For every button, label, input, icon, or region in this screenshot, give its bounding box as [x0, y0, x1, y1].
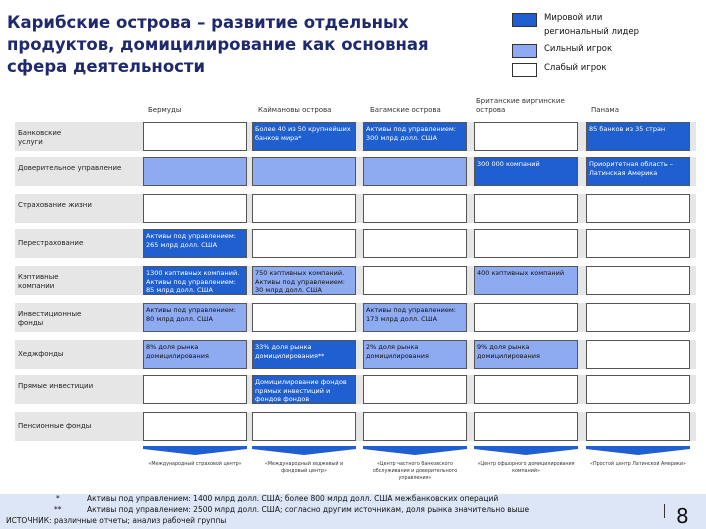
row-label-banking: Банковские услуги — [18, 129, 62, 146]
row-label-captives: Кэптивные компании — [18, 273, 59, 290]
arrow-label-cayman: «Международный хеджевый и фондовый центр» — [264, 462, 344, 474]
arrow-label-bermuda: «Международный страховой центр» — [148, 462, 242, 467]
cell-banking-bahamas: Активы под управлением: 300 млрд долл. США — [363, 122, 467, 151]
cell-investment-funds-bahamas: Активы под управлением: 173 млрд долл. США — [363, 303, 467, 332]
cell-banking-bermuda — [143, 122, 247, 151]
legend-swatch-leader — [512, 13, 537, 27]
legend-label-leader: Мировой или региональный лидер — [544, 13, 639, 37]
column-header-bvi: Британские виргинские острова — [476, 97, 565, 114]
cell-private-equity-panama — [586, 375, 690, 404]
cell-pension-funds-bahamas — [363, 412, 467, 441]
cell-hedge-funds-cayman: 33% доля рынка домицилирования** — [252, 340, 356, 369]
cell-investment-funds-cayman — [252, 303, 356, 332]
footnote-1-marker: * — [56, 494, 60, 503]
cell-reinsurance-cayman — [252, 229, 356, 258]
row-label-private-equity: Прямые инвестиции — [18, 382, 94, 390]
cell-trust-bahamas — [363, 157, 467, 186]
cell-banking-panama: 85 банков из 35 стран — [586, 122, 690, 151]
cell-trust-bermuda — [143, 157, 247, 186]
cell-pension-funds-cayman — [252, 412, 356, 441]
cell-reinsurance-bermuda: Активы под управлением: 265 млрд долл. США — [143, 229, 247, 258]
page-title: Карибские острова – развитие отдельных продуктов, домицилирование как основная сфера деятельности — [7, 13, 429, 76]
arrow-label-bahamas: «Центр частного банковского обслуживания и доверительного управления» — [372, 462, 458, 481]
column-header-panama: Панама — [591, 106, 619, 114]
row-label-trust: Доверительное управление — [18, 164, 122, 172]
column-header-bermuda: Бермуды — [148, 106, 182, 114]
row-label-reinsurance: Перестрахование — [18, 239, 84, 247]
cell-life-insurance-bermuda — [143, 194, 247, 223]
cell-investment-funds-bermuda: Активы под управлением: 80 млрд долл. США — [143, 303, 247, 332]
column-header-bahamas: Багамские острова — [370, 106, 441, 114]
arrow-label-bvi: «Центр офшорного домицилирования компаний» — [477, 462, 575, 474]
cell-trust-cayman — [252, 157, 356, 186]
legend-swatch-strong — [512, 44, 537, 58]
cell-reinsurance-bvi — [474, 229, 578, 258]
arrow-panama — [586, 446, 690, 455]
cell-hedge-funds-bvi: 9% доля рынка домицилирования — [474, 340, 578, 369]
cell-private-equity-bvi — [474, 375, 578, 404]
arrow-bvi — [474, 446, 578, 455]
arrow-label-panama: «Простой центр Латинской Америки» — [590, 462, 686, 467]
arrow-bahamas — [363, 446, 467, 455]
cell-captives-bahamas — [363, 266, 467, 295]
source-note: ИСТОЧНИК: различные отчеты; анализ рабочей группы — [6, 516, 227, 525]
cell-pension-funds-bvi — [474, 412, 578, 441]
cell-life-insurance-bahamas — [363, 194, 467, 223]
footnote-1-text: Активы под управлением: 1400 млрд долл. США; более 800 млрд долл. США межбанковских операций — [87, 494, 499, 503]
cell-private-equity-cayman: Домицилирование фондов прямых инвестиций и фондов фондов — [252, 375, 356, 404]
arrow-cayman — [252, 446, 356, 455]
footnote-2-marker: ** — [54, 505, 62, 514]
cell-life-insurance-bvi — [474, 194, 578, 223]
cell-life-insurance-cayman — [252, 194, 356, 223]
cell-hedge-funds-panama — [586, 340, 690, 369]
cell-private-equity-bahamas — [363, 375, 467, 404]
row-label-life-insurance: Страхование жизни — [18, 201, 92, 209]
footnote-2-text: Активы под управлением: 2500 млрд долл. США; согласно другим источникам, доля рынка значительно выше — [87, 505, 530, 514]
row-label-pension-funds: Пенсионные фонды — [18, 422, 92, 430]
cell-reinsurance-panama — [586, 229, 690, 258]
cell-pension-funds-bermuda — [143, 412, 247, 441]
legend-label-weak: Слабый игрок — [544, 63, 607, 73]
cell-banking-cayman: Более 40 из 50 крупнейших банков мира* — [252, 122, 356, 151]
cell-captives-bermuda: 1300 кэптивных компаний. Активы под управлением: 85 млрд долл. США — [143, 266, 247, 295]
cell-captives-bvi: 400 кэптивных компаний — [474, 266, 578, 295]
cell-private-equity-bermuda — [143, 375, 247, 404]
cell-hedge-funds-bermuda: 8% доля рынка домицилирования — [143, 340, 247, 369]
cell-captives-panama — [586, 266, 690, 295]
cell-investment-funds-bvi — [474, 303, 578, 332]
cell-life-insurance-panama — [586, 194, 690, 223]
cell-investment-funds-panama — [586, 303, 690, 332]
cell-reinsurance-bahamas — [363, 229, 467, 258]
cell-pension-funds-panama — [586, 412, 690, 441]
cell-banking-bvi — [474, 122, 578, 151]
page-number-divider — [664, 504, 665, 518]
row-label-hedge-funds: Хеджфонды — [18, 350, 64, 358]
row-label-investment-funds: Инвестиционные фонды — [18, 310, 82, 327]
arrow-bermuda — [143, 446, 247, 455]
cell-trust-bvi: 300 000 компаний — [474, 157, 578, 186]
legend-swatch-weak — [512, 63, 537, 77]
legend-label-strong: Сильный игрок — [544, 44, 613, 54]
cell-trust-panama: Приоритетная область – Латинская Америка — [586, 157, 690, 186]
cell-hedge-funds-bahamas: 2% доля рынка домицилирования — [363, 340, 467, 369]
column-header-cayman: Каймановы острова — [258, 106, 332, 114]
cell-captives-cayman: 750 кэптивных компаний. Активы под управлением: 30 млрд долл. США — [252, 266, 356, 295]
page-number: 8 — [676, 504, 689, 528]
